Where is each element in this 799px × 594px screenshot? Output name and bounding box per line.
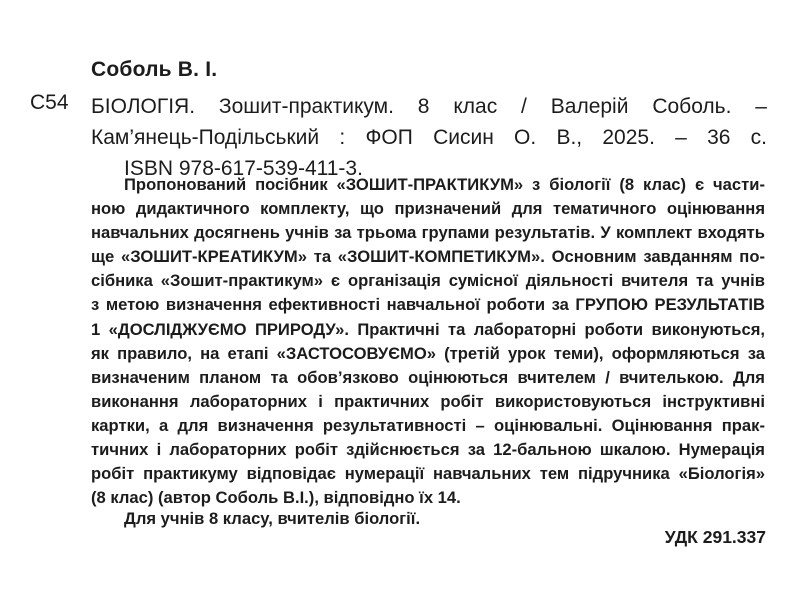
bib-title-line: БІОЛОГІЯ. Зошит-практикум. 8 клас / Валерій Соболь. – <box>91 95 767 118</box>
udk-code: УДК 291.337 <box>664 527 766 547</box>
annotation-line: (8 клас) (автор Соболь В.І.), відповідно їх 14. <box>91 488 461 508</box>
catalog-code: С54 <box>30 91 69 114</box>
annotation-line: з метою визначення ефективності навчальної роботи за ГРУПОЮ РЕЗУЛЬТАТІВ <box>91 295 765 315</box>
bibliographic-description <box>91 91 767 184</box>
annotation-line: ще «ЗОШИТ-КРЕАТИКУМ» та «ЗОШИТ-КОМПЕТИКУМ». Основним завданням по- <box>91 247 765 267</box>
annotation-line: визначеним планом та обов’язково оцінюються вчителем / вчителькою. Для <box>91 367 765 387</box>
author-name: Соболь В. І. <box>91 58 218 81</box>
annotation-line: сібника «Зошит-практикум» є організація сумісної діяльності вчителя та учнів <box>91 271 765 291</box>
bib-isbn-line: ISBN 978-617-539-411-3. <box>124 157 363 180</box>
annotation-line: 1 «ДОСЛІДЖУЄМО ПРИРОДУ». Практичні та лабораторні роботи виконуються, <box>91 319 765 339</box>
annotation-line: тичних і лабораторних робіт здійснюється за 12-бальною шкалою. Нумерація <box>91 440 765 460</box>
annotation <box>91 173 765 510</box>
annotation-line: ною дидактичного комплекту, що призначений для тематичного оцінювання <box>91 199 765 219</box>
target-audience: Для учнів 8 класу, вчителів біології. <box>124 509 421 528</box>
bib-publisher-line: Кам’янець-Подільський : ФОП Сисин О. В., 2025. – 36 с. <box>91 126 767 149</box>
annotation-line: як правило, на етапі «ЗАСТОСОВУЄМО» (третій урок теми), оформляються за <box>91 343 765 363</box>
annotation-line: картки, а для визначення результативності – оцінювальні. Оцінювання прак- <box>91 415 765 435</box>
annotation-line: виконання лабораторних і практичних робіт використовуються інструктивні <box>91 391 765 411</box>
annotation-line: Пропонований посібник «ЗОШИТ-ПРАКТИКУМ» з біології (8 клас) є части- <box>124 175 765 194</box>
annotation-line: навчальних досягнень учнів за трьома групами результатів. У комплект входять <box>91 223 765 243</box>
annotation-line: робіт практикуму відповідає нумерації навчальних тем підручника «Біологія» <box>91 464 765 484</box>
